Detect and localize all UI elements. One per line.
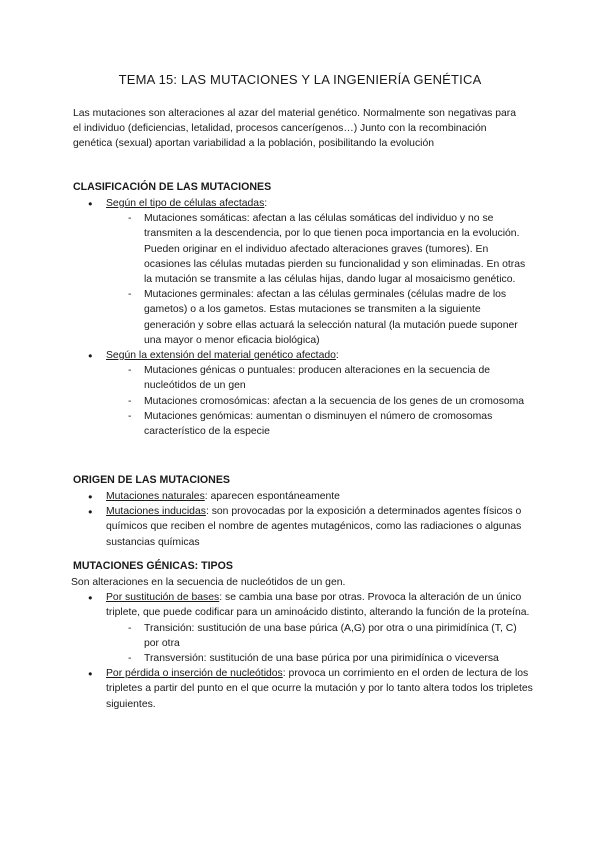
underlined-label: Por pérdida o inserción de nucleótidos [106,668,283,680]
clasificacion-list [73,196,533,439]
list-item-inducidas: ● Mutaciones inducidas: son provocadas por la exposición a determinados agentes físicos o químicos que reciben el nombre de agentes mutagénicos, como las radiaciones o algunas sustancias químicas [73,504,533,550]
origen-list [73,489,533,550]
page-title: TEMA 15: LAS MUTACIONES Y LA INGENIERÍA GENÉTICA [118,72,482,87]
list-item-sustitucion: ● Por sustitución de bases: se cambia una base por otras. Provoca la alteración de un único triplete, que puede codificar para un aminoácido distinto, alterando la función de la proteína. - Transición: sustitución de una base púrica (A,G) por otra o una pirimidínica (T, C) por otra - Transversión: sustitución de una base púrica por una pirimidínica o viceversa [73,590,533,666]
list-item-perdida: ● Por pérdida o inserción de nucleótidos: provoca un corrimiento en el orden de lectura de los tripletes a partir del punto en el que ocurre la mutación y por lo tanto altera todos los tripletes siguientes. [73,666,533,712]
sublist-item: - Transición: sustitución de una base púrica (A,G) por otra o una pirimidínica (T, C) por otra [106,621,533,651]
sublist-tipo-celulas [106,211,533,348]
underlined-label: Mutaciones naturales [106,491,205,502]
underlined-label: Por sustitución de bases [106,592,220,604]
sublist-item: - Mutaciones germinales: afectan a las células germinales (células madre de los gametos) o a los gametos. Estas mutaciones se transmiten a la siguiente generación y sobre ellas actuará la selección natural (la mutación puede suponer una mayor o menor eficacia biológica) [106,287,533,348]
section-heading-origen: ORIGEN DE LAS MUTACIONES [73,474,230,486]
list-item-extension: ● Según la extensión del material genético afectado: - Mutaciones génicas o puntuales: producen alteraciones en la secuencia de nucleótidos de un gen - Mutaciones cromosómicas: afectan a la secuencia de los genes de un cromosoma - Mutaciones genómicas: aumentan o disminuyen el número de cromosomas característico de la especie [73,348,533,439]
underlined-label: Según la extensión del material genético afectado [106,350,336,362]
sublist-item: - Mutaciones génicas o puntuales: producen alteraciones en la secuencia de nucleótidos de un gen [106,363,533,393]
sublist-item: - Mutaciones cromosómicas: afectan a la secuencia de los genes de un cromosoma [106,394,533,409]
genicas-list [73,590,533,712]
underlined-label: Según el tipo de células afectadas [106,198,265,209]
section-genicas [73,559,533,712]
genicas-intro: Son alteraciones en la secuencia de nucleótidos de un gen. [71,577,346,588]
sublist-item: - Mutaciones genómicas: aumentan o disminuyen el número de cromosomas característico de la especie [106,409,533,439]
list-item-naturales: ● Mutaciones naturales: aparecen espontáneamente [73,489,533,504]
section-heading-genicas: MUTACIONES GÉNICAS: TIPOS [73,560,233,572]
intro-paragraph: Las mutaciones son alteraciones al azar del material genético. Normalmente son negativas para el individuo (deficiencias, letalidad, procesos cancerígenos…) Junto con la recombinación genética (sexual) aportan variabilidad a la población, posibilitando la evolución [73,108,516,150]
section-heading-clasificacion: CLASIFICACIÓN DE LAS MUTACIONES [73,181,272,193]
list-item-tipo-celulas: ● Según el tipo de células afectadas: - Mutaciones somáticas: afectan a las células somáticas del individuo y no se transmiten a la descendencia, por lo que tienen poca importancia en la evolución. Pueden originar en el individuo afectado alteraciones graves (tumores). En ocasiones las células mutadas pierden su funcionalidad y son eliminadas. En otras la mutación se transmite a las células hijas, dando lugar al mosaicismo genético. - Mutaciones germinales: afectan a las células germinales (células madre de los gametos) o a los gametos. Estas mutaciones se transmiten a la siguiente generación y sobre ellas actuará la selección natural (la mutación puede suponer una mayor o menor eficacia biológica) [73,196,533,348]
underlined-label: Mutaciones inducidas [106,506,206,518]
sublist-item: - Mutaciones somáticas: afectan a las células somáticas del individuo y no se transmiten a la descendencia, por lo que tienen poca importancia en la evolución. Pueden originar en el individuo afectado alteraciones graves (tumores). En ocasiones las células mutadas pierden su funcionalidad y son eliminadas. En otras la mutación se transmite a las células hijas, dando lugar al mosaicismo genético. [106,211,533,287]
sublist-sustitucion [106,621,533,667]
sublist-item: - Transversión: sustitución de una base púrica por una pirimidínica o viceversa [106,651,533,666]
section-clasificacion [73,180,533,439]
sublist-extension [106,363,533,439]
section-origen [73,473,533,550]
